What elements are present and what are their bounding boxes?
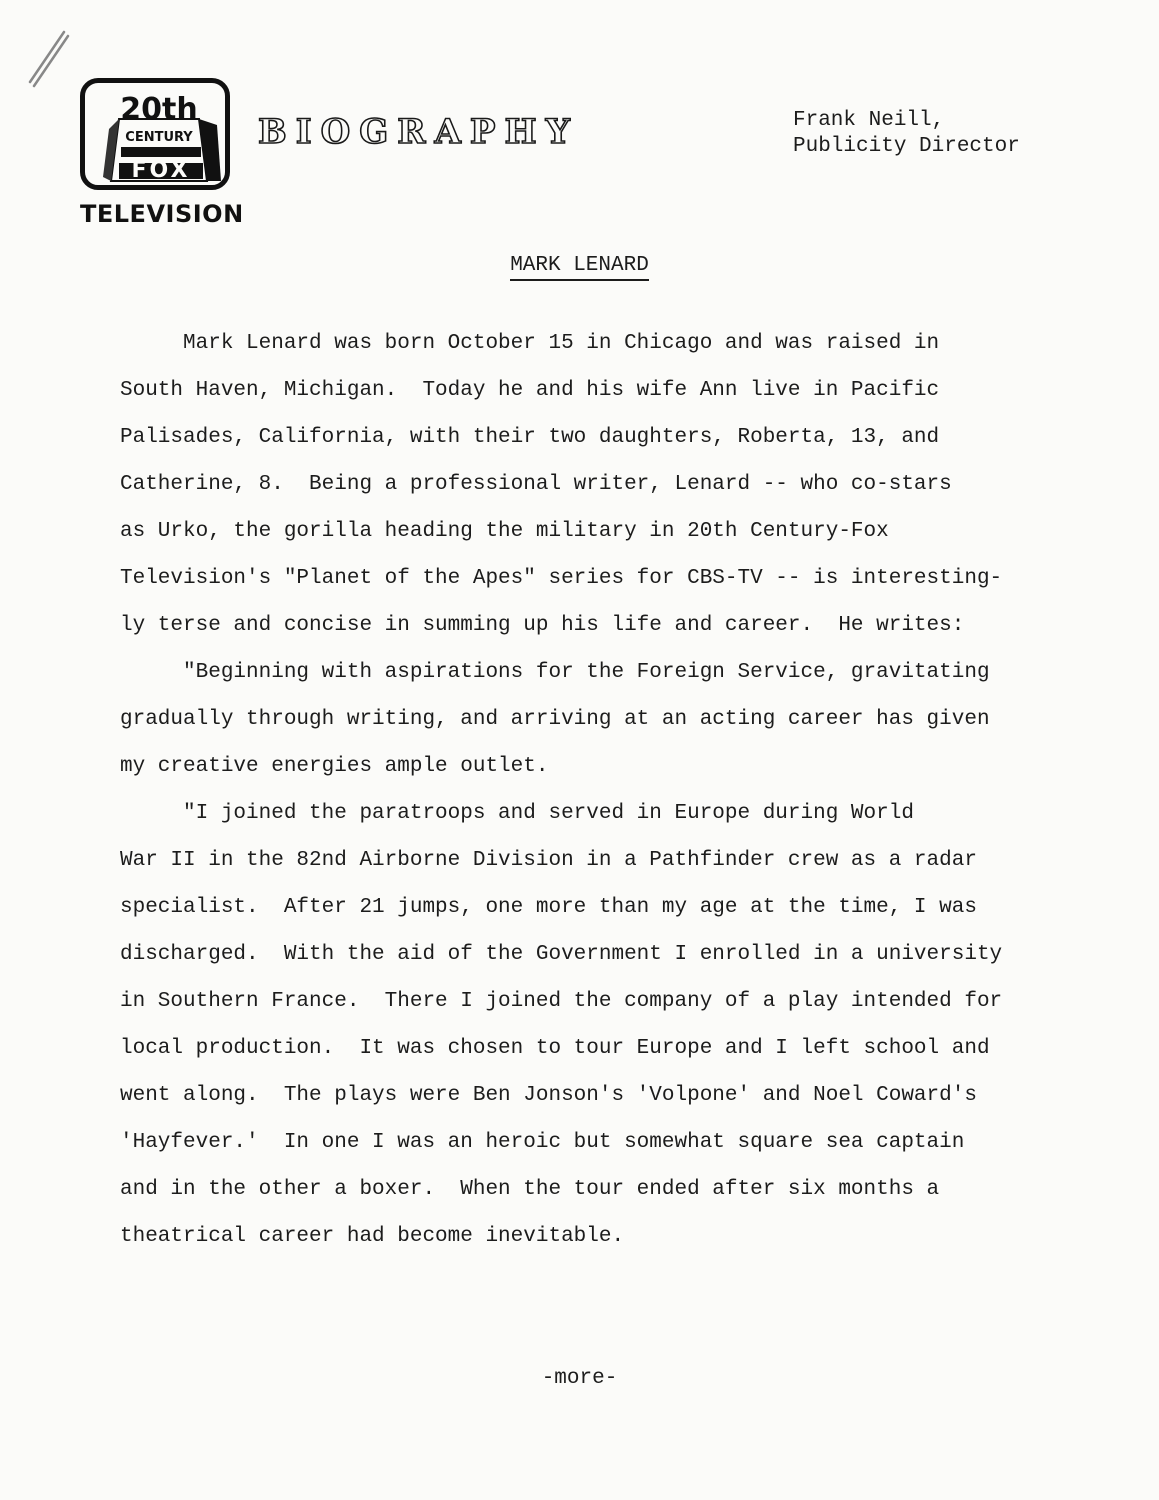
- logo-line-20th: 20th: [120, 92, 198, 127]
- body-line: specialist. After 21 jumps, one more than my age at the time, I was: [120, 896, 977, 919]
- logo-line-century: CENTURY: [125, 130, 193, 145]
- body-line: Catherine, 8. Being a professional writer, Lenard -- who co-stars: [120, 473, 952, 496]
- company-logo: [80, 78, 244, 228]
- document-title: [0, 254, 1159, 277]
- body-line: War II in the 82nd Airborne Division in a Pathfinder crew as a radar: [120, 849, 977, 872]
- document-title-text: MARK LENARD: [510, 254, 649, 281]
- staple-mark: [22, 28, 72, 90]
- contact-block: [793, 108, 1020, 160]
- body-line: gradually through writing, and arriving at an acting career has given: [120, 708, 990, 731]
- 20th-century-fox-logo-icon: [99, 89, 223, 189]
- body-line: Television's "Planet of the Apes" series for CBS-TV -- is interesting-: [120, 567, 1003, 590]
- body-line: South Haven, Michigan. Today he and his wife Ann live in Pacific: [120, 379, 940, 402]
- biography-body: [120, 320, 1110, 1260]
- body-line: Mark Lenard was born October 15 in Chicago and was raised in: [120, 332, 940, 355]
- document-type-heading: BIOGRAPHY: [258, 112, 579, 152]
- logo-frame: [80, 78, 230, 190]
- logo-line-fox: FOX: [131, 158, 191, 183]
- body-line: ly terse and concise in summing up his life and career. He writes:: [120, 614, 965, 637]
- body-line: Palisades, California, with their two daughters, Roberta, 13, and: [120, 426, 940, 449]
- body-line: went along. The plays were Ben Jonson's 'Volpone' and Noel Coward's: [120, 1084, 977, 1107]
- body-line: "Beginning with aspirations for the Foreign Service, gravitating: [120, 661, 990, 684]
- body-line: my creative energies ample outlet.: [120, 755, 549, 778]
- continuation-marker: -more-: [541, 1367, 618, 1390]
- body-line: discharged. With the aid of the Government I enrolled in a university: [120, 943, 1003, 966]
- body-line: theatrical career had become inevitable.: [120, 1225, 625, 1248]
- body-line: local production. It was chosen to tour Europe and I left school and: [120, 1037, 990, 1060]
- body-line: in Southern France. There I joined the company of a play intended for: [120, 990, 1003, 1013]
- contact-title: Publicity Director: [793, 135, 1020, 158]
- body-line: as Urko, the gorilla heading the military in 20th Century-Fox: [120, 520, 889, 543]
- body-line: and in the other a boxer. When the tour ended after six months a: [120, 1178, 940, 1201]
- body-line: 'Hayfever.' In one I was an heroic but somewhat square sea captain: [120, 1131, 965, 1154]
- logo-tagline: TELEVISION: [80, 200, 244, 228]
- body-line: "I joined the paratroops and served in Europe during World: [120, 802, 914, 825]
- contact-name: Frank Neill,: [793, 109, 945, 132]
